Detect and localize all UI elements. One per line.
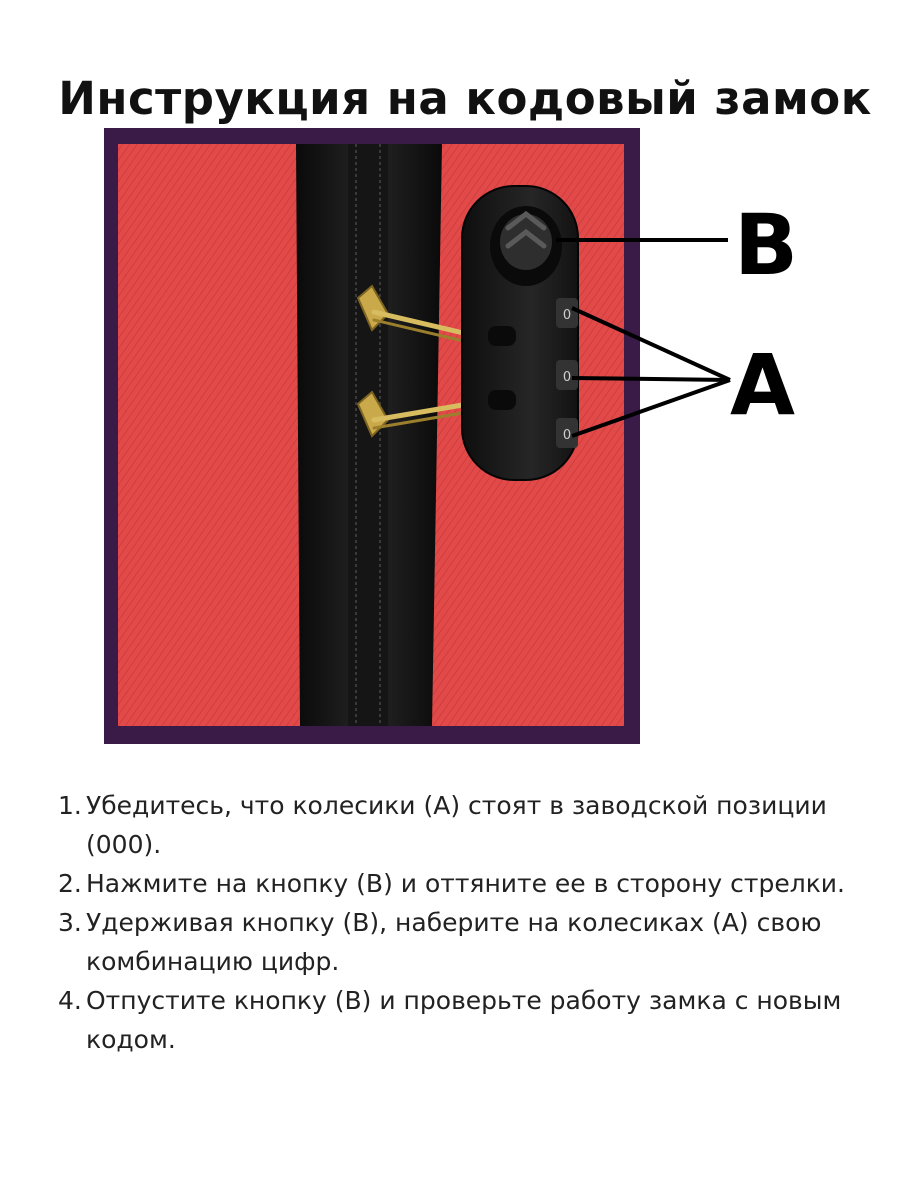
- step-4: [56, 981, 876, 1059]
- code-wheels: [556, 298, 578, 448]
- svg-text:0: 0: [562, 370, 572, 385]
- suitcase-lock-photo: [104, 128, 640, 744]
- step-2: [56, 864, 876, 903]
- step-text: Удерживая кнопку (В), наберите на колесиках (А) свою комбинацию цифр.: [86, 908, 822, 976]
- svg-text:0: 0: [562, 428, 572, 443]
- step-number: 3.: [58, 908, 82, 937]
- step-text: Убедитесь, что колесики (А) стоят в заводской позиции (000).: [86, 791, 827, 859]
- shackle-slot-top: [488, 326, 516, 346]
- release-button: [490, 206, 562, 286]
- step-number: 1.: [58, 791, 82, 820]
- label-button-b: B: [734, 196, 799, 294]
- step-number: 2.: [58, 869, 82, 898]
- step-text: Отпустите кнопку (В) и проверьте работу замка с новым кодом.: [86, 986, 842, 1054]
- step-number: 4.: [58, 986, 82, 1015]
- page-title: Инструкция на кодовый замок: [58, 72, 872, 126]
- step-3: [56, 903, 876, 981]
- shackle-slot-bottom: [488, 390, 516, 410]
- zipper-teeth: [348, 144, 388, 726]
- step-text: Нажмите на кнопку (В) и оттяните ее в сторону стрелки.: [86, 869, 845, 898]
- svg-text:0: 0: [562, 308, 572, 323]
- instruction-steps: [56, 786, 876, 1059]
- label-wheels-a: A: [730, 336, 796, 434]
- step-1: [56, 786, 876, 864]
